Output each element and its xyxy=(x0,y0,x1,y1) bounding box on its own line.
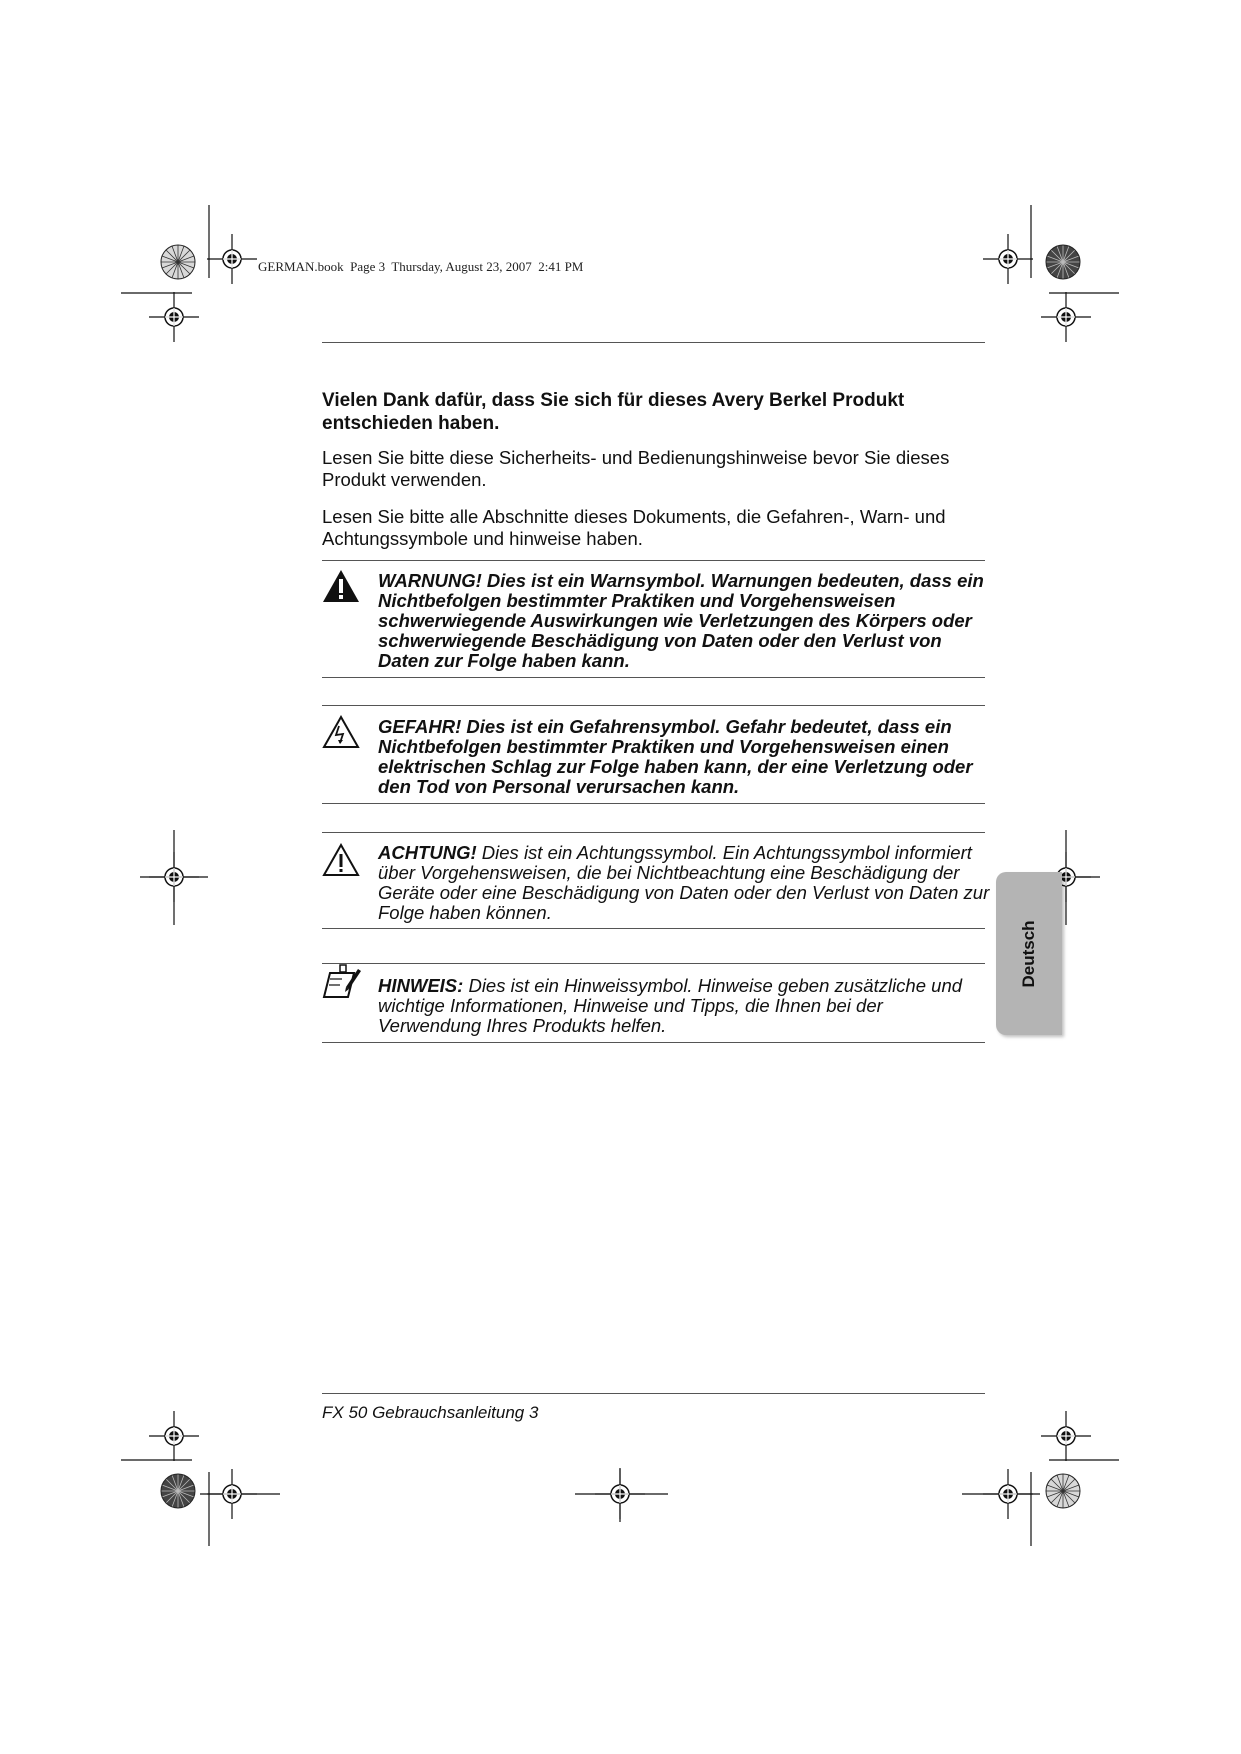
intro-paragraph-2: Lesen Sie bitte alle Abschnitte dieses Dokuments, die Gefahren-, Warn- und Achtungssymbole und hinweise haben. xyxy=(322,506,946,549)
caution-lead: ACHTUNG! xyxy=(378,842,477,863)
warning-notice-text: WARNUNG! Dies ist ein Warnsymbol. Warnungen bedeuten, dass ein Nichtbefolgen bestimmter Praktiken und Vorgehensweisen schwerwiegende Auswirkungen wie Verletzungen des Körpers oder schwerwiegende Beschädigung von Daten oder den Verlust von Daten zur Folge haben kann. xyxy=(378,570,984,671)
caution-bottom-rule xyxy=(322,928,985,929)
language-side-tab xyxy=(996,872,1062,1035)
book-meta-header: GERMAN.book Page 3 Thursday, August 23, 2007 2:41 PM xyxy=(258,259,584,274)
note-notice-text xyxy=(378,976,990,1036)
intro-paragraph-1: Lesen Sie bitte diese Sicherheits- und Bedienungshinweise bevor Sie dieses Produkt verwenden. xyxy=(322,447,950,490)
warning-filled-triangle-icon xyxy=(321,568,361,604)
danger-top-rule xyxy=(322,705,985,706)
footer-rule xyxy=(322,1393,985,1394)
electric-shock-triangle-icon xyxy=(322,715,360,749)
language-side-tab-label: Deutsch xyxy=(1019,920,1038,988)
caution-body: Dies ist ein Achtungssymbol. Ein Achtungssymbol informiert über Vorgehensweisen, die bei Nichtbeachtung eine Beschädigung der Geräte oder eine Beschädigung von Daten oder den Verlust von Daten zur Folge haben können. xyxy=(378,842,990,923)
note-body: Dies ist ein Hinweissymbol. Hinweise geben zusätzliche und wichtige Informationen, Hinweise und Tipps, die Ihnen bei der Verwendung Ihres Produkts helfen. xyxy=(378,975,963,1036)
note-bottom-rule xyxy=(322,1042,985,1043)
warning-top-rule xyxy=(322,560,985,561)
caution-outline-triangle-icon xyxy=(322,843,360,877)
note-lead: HINWEIS: xyxy=(378,975,464,996)
caution-notice-text xyxy=(378,843,990,923)
header-rule xyxy=(322,342,985,343)
note-top-rule xyxy=(322,963,985,964)
page-footer: FX 50 Gebrauchsanleitung 3 xyxy=(322,1403,539,1422)
danger-notice-text: GEFAHR! Dies ist ein Gefahrensymbol. Gefahr bedeutet, dass ein Nichtbefolgen bestimmter Praktiken und Vorgehensweisen einen elektrischen Schlag zur Folge haben kann, der eine Verletzung oder den Tod von Personal verursachen kann. xyxy=(378,716,973,797)
caution-top-rule xyxy=(322,832,985,833)
notepad-pencil-icon xyxy=(320,963,364,1001)
danger-bottom-rule xyxy=(322,803,985,804)
intro-heading: Vielen Dank dafür, dass Sie sich für dieses Avery Berkel Produkt entschieden haben. xyxy=(322,390,905,434)
warning-bottom-rule xyxy=(322,677,985,678)
